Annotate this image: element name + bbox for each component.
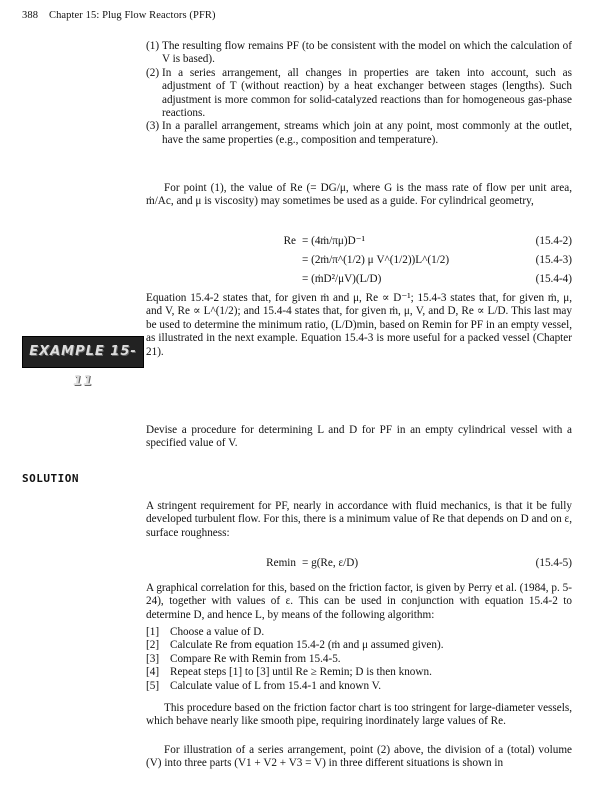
list-item-number: (3) — [146, 120, 160, 133]
paragraph-point-1: For point (1), the value of Re (= DG/μ, where G is the mass rate of flow per unit area, ṁ/Ac, and μ is viscosity) may sometimes be used as a guide. For cylindrical geometry, — [146, 182, 572, 208]
equation-number: (15.4-3) — [535, 254, 572, 266]
step-number: [3] — [146, 652, 160, 665]
equation-number: (15.4-5) — [535, 557, 572, 569]
list-item-number: (1) — [146, 40, 160, 52]
equation-lhs — [230, 272, 302, 286]
list-item — [146, 40, 572, 67]
equation-lhs — [230, 253, 302, 267]
step-number: [1] — [146, 626, 160, 638]
example-statement: Devise a procedure for determining L and D for PF in an empty cylindrical vessel with a specified value of V. — [146, 424, 572, 450]
algorithm-step — [146, 653, 572, 666]
equation-rhs: = (2ṁ/π^(1/2) μ V^(1/2))L^(1/2) — [302, 254, 450, 266]
list-item-text: In a series arrangement, all changes in properties are taken into account, such as adjustment of T (without reaction) by a heat exchanger between stages (lengths). Such adjustment is more common for solid-catalyzed reactions than for homogeneous gas-phase reactions. — [162, 66, 572, 120]
equation-15-4-5 — [230, 556, 572, 570]
equation-number: (15.4-4) — [535, 273, 572, 285]
algorithm-step — [146, 626, 572, 639]
equation-rhs: = (4ṁ/πμ)D⁻¹ — [302, 235, 365, 247]
page-number: 388 — [22, 10, 39, 21]
solution-heading: SOLUTION — [22, 472, 79, 485]
list-item-text: In a parallel arrangement, streams which join at any point, most commonly at the outlet, have the same properties (e.g., composition and temperature). — [162, 120, 572, 146]
equation-lhs: Re — [283, 235, 296, 247]
step-text: Calculate Re from equation 15.4-2 (ṁ and μ assumed given). — [170, 639, 444, 652]
equation-rhs: = g(Re, ε/D) — [302, 557, 359, 569]
algorithm-step — [146, 680, 572, 693]
list-item — [146, 120, 572, 147]
step-text: Repeat steps [1] to [3] until Re ≥ Remin; D is then known. — [170, 666, 432, 679]
conditions-list — [146, 40, 572, 147]
equation-rhs: = (ṁD²/μV)(L/D) — [302, 273, 382, 285]
paragraph-equation-notes: Equation 15.4-2 states that, for given ṁ and μ, Re ∝ D⁻¹; 15.4-3 states that, for given ṁ, μ, and V, Re ∝ L^(1/2); and 15.4-4 states that, for given ṁ, μ, V, and D, Re ∝ L/D. This last may be used to determine the minimum ratio, (L/D)min, based on Remin for PF in an empty vessel, as illustrated in the next example. Equation 15.4-3 is more useful for a packed vessel (Chapter 21). — [146, 292, 572, 358]
step-text: Choose a value of D. — [170, 626, 265, 638]
example-banner-label: EXAMPLE 15-11 — [29, 344, 137, 389]
step-number: [4] — [146, 666, 160, 679]
list-item-text: The resulting flow remains PF (to be consistent with the model on which the calculation of V is based). — [162, 40, 572, 66]
running-header — [22, 10, 216, 21]
step-text: Compare Re with Remin from 15.4-5. — [170, 652, 341, 665]
equation-row — [230, 272, 572, 286]
equation-row — [230, 556, 572, 570]
algorithm-steps — [146, 626, 572, 693]
step-number: [5] — [146, 679, 160, 692]
equation-lhs: Remin — [266, 557, 296, 569]
step-number: [2] — [146, 639, 160, 652]
list-item-number: (2) — [146, 66, 160, 79]
solution-paragraph-1: A stringent requirement for PF, nearly in accordance with fluid mechanics, is that it be fully developed turbulent flow. For this, there is a minimum value of Re that depends on D and on ε, surface roughness: — [146, 500, 572, 539]
example-banner — [22, 336, 144, 389]
paragraph-series-arrangement: For illustration of a series arrangement, point (2) above, the division of a (total) volume (V) into three parts (V1 + V2 + V3 = V) in three different situations is shown in — [146, 744, 572, 770]
equation-row — [230, 234, 572, 248]
equation-block — [230, 234, 572, 286]
chapter-title: Chapter 15: Plug Flow Reactors (PFR) — [48, 10, 216, 21]
algorithm-step — [146, 666, 572, 679]
solution-paragraph-3: This procedure based on the friction factor chart is too stringent for large-diameter vessels, which behave nearly like smooth pipe, requiring inordinately large values of Re. — [146, 702, 572, 728]
algorithm-step — [146, 639, 572, 652]
equation-row — [230, 253, 572, 267]
step-text: Calculate value of L from 15.4-1 and known V. — [170, 679, 382, 692]
list-item — [146, 67, 572, 121]
solution-paragraph-2: A graphical correlation for this, based on the friction factor, is given by Perry et al. (1984, p. 5-24), together with values of ε. This can be used in conjunction with equation 15.4-2 to determine D, and hence L, by means of the following algorithm: — [146, 582, 572, 621]
equation-number: (15.4-2) — [535, 235, 572, 247]
